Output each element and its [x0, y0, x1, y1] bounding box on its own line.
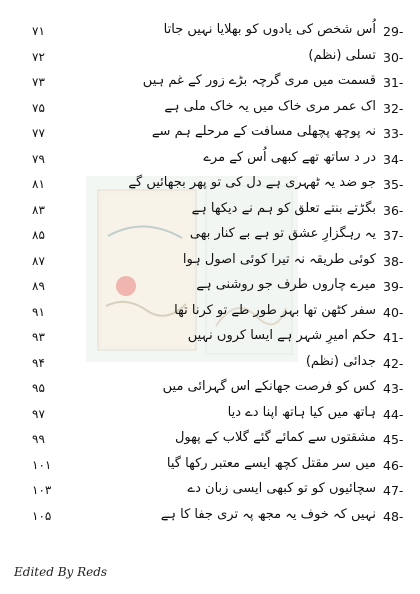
- entry-page-number: ۷۵: [32, 100, 45, 115]
- entry-number: 29-: [383, 24, 404, 39]
- entry-title: اک عمر مری خاک میں یہ خاک ملی ہے: [164, 98, 376, 114]
- entry-title: میرے چاروں طرف جو روشنی ہے: [196, 277, 376, 292]
- entry-title: نہیں کہ خوف یہ مجھ پہ تری جفا کا ہے: [160, 506, 376, 522]
- toc-entry[interactable]: [0, 328, 420, 352]
- entry-title: سچائیوں کو تو کبھی ایسی زبان دے: [187, 481, 376, 496]
- entry-number: 30-: [383, 49, 404, 65]
- entry-page-number: ۸۹: [32, 279, 45, 293]
- entry-title: بگڑتے بنتے تعلق کو ہم نے دیکھا ہے: [191, 200, 376, 216]
- entry-page-number: ۹۵: [32, 381, 45, 395]
- toc-entry[interactable]: [0, 99, 420, 123]
- toc-entry[interactable]: [0, 22, 420, 46]
- entry-page-number: ۷۱: [32, 24, 45, 38]
- entry-page-number: ۹۹: [32, 432, 45, 446]
- toc-entry[interactable]: [0, 48, 420, 72]
- toc-entry[interactable]: [0, 73, 420, 97]
- entry-number: 47-: [383, 483, 404, 498]
- toc-entry[interactable]: [0, 430, 420, 454]
- entry-page-number: ۸۳: [32, 202, 45, 217]
- entry-number: 32-: [383, 100, 404, 116]
- entry-title: کس کو فرصت جھانکے اس گہرائی میں: [162, 379, 376, 394]
- toc-entry[interactable]: [0, 507, 420, 531]
- toc-entry[interactable]: [0, 456, 420, 480]
- entry-number: 33-: [383, 126, 404, 141]
- toc-entry[interactable]: [0, 303, 420, 327]
- entry-title: کوئی طریقہ نہ تیرا کوئی اصول ہوا: [182, 251, 376, 267]
- toc-entry[interactable]: [0, 226, 420, 250]
- entry-page-number: ۷۲: [32, 49, 45, 64]
- entry-title: حکم امیرِ شہر ہے ایسا کروں نہیں: [187, 328, 376, 343]
- toc-entry[interactable]: [0, 150, 420, 174]
- entry-number: 48-: [383, 508, 404, 524]
- entry-page-number: ۸۵: [32, 228, 45, 242]
- entry-number: 38-: [383, 253, 404, 269]
- entry-number: 43-: [383, 381, 404, 396]
- entry-page-number: ۸۱: [32, 177, 45, 191]
- toc-entry[interactable]: [0, 277, 420, 301]
- entry-number: 40-: [383, 304, 404, 320]
- entry-number: 31-: [383, 75, 404, 90]
- entry-number: 34-: [383, 151, 404, 167]
- entry-title: ہاتھ میں کیا ہاتھ اپنا دے دیا: [227, 404, 376, 420]
- entry-page-number: ۱۰۱: [32, 457, 52, 472]
- entry-title: قسمت میں مری گرچہ بڑے زور کے غم ہیں: [142, 73, 376, 88]
- entry-page-number: ۹۴: [32, 355, 45, 370]
- toc-entry[interactable]: [0, 481, 420, 505]
- entry-number: 42-: [383, 355, 404, 371]
- toc-entry[interactable]: [0, 379, 420, 403]
- entry-number: 46-: [383, 457, 404, 473]
- entry-page-number: ۷۳: [32, 75, 45, 89]
- entry-number: 45-: [383, 432, 404, 447]
- entry-number: 37-: [383, 228, 404, 243]
- entry-title: در د ساتھ تھے کبھی اُس کے مرے: [203, 149, 376, 165]
- toc-entry[interactable]: [0, 405, 420, 429]
- entry-title: جدائی (نظم): [305, 353, 376, 369]
- toc-entry[interactable]: [0, 252, 420, 276]
- toc-entry[interactable]: [0, 354, 420, 378]
- entry-page-number: ۹۱: [32, 304, 45, 319]
- entry-page-number: ۱۰۳: [32, 483, 52, 497]
- entry-page-number: ۷۷: [32, 126, 45, 140]
- entry-page-number: ۷۹: [32, 151, 45, 166]
- entry-page-number: ۹۷: [32, 406, 45, 421]
- entry-number: 41-: [383, 330, 404, 345]
- entry-title: اُس شخص کی یادوں کو بھلایا نہیں جاتا: [163, 22, 376, 37]
- entry-page-number: ۱۰۵: [32, 508, 52, 523]
- entry-title: سفر کٹھن تھا بہر طور طے تو کرنا تھا: [174, 302, 376, 318]
- entry-number: 36-: [383, 202, 404, 218]
- entry-title: جو ضد یہ ٹھہری ہے دل کی تو پھر بجھائیں گے: [128, 175, 376, 190]
- entry-page-number: ۹۳: [32, 330, 45, 344]
- entry-number: 44-: [383, 406, 404, 422]
- entry-page-number: ۸۷: [32, 253, 45, 268]
- entry-title: تسلی (نظم): [308, 47, 376, 63]
- toc-entry[interactable]: [0, 201, 420, 225]
- entry-number: 39-: [383, 279, 404, 294]
- entry-title: یہ رہگزارِ عشق تو ہے بے کنار بھی: [189, 226, 376, 241]
- entry-number: 35-: [383, 177, 404, 192]
- entry-title: نہ پوچھ پچھلی مسافت کے مرحلے ہم سے: [151, 124, 376, 139]
- editor-credit: Edited By Reds: [14, 565, 108, 579]
- toc-entry[interactable]: [0, 124, 420, 148]
- toc-entry[interactable]: [0, 175, 420, 199]
- entry-title: مشقتوں سے کمائے گئے گلاب کے پھول: [174, 430, 376, 445]
- entry-title: میں سر مقتل کچھ ایسے معتبر رکھا گیا: [166, 455, 376, 471]
